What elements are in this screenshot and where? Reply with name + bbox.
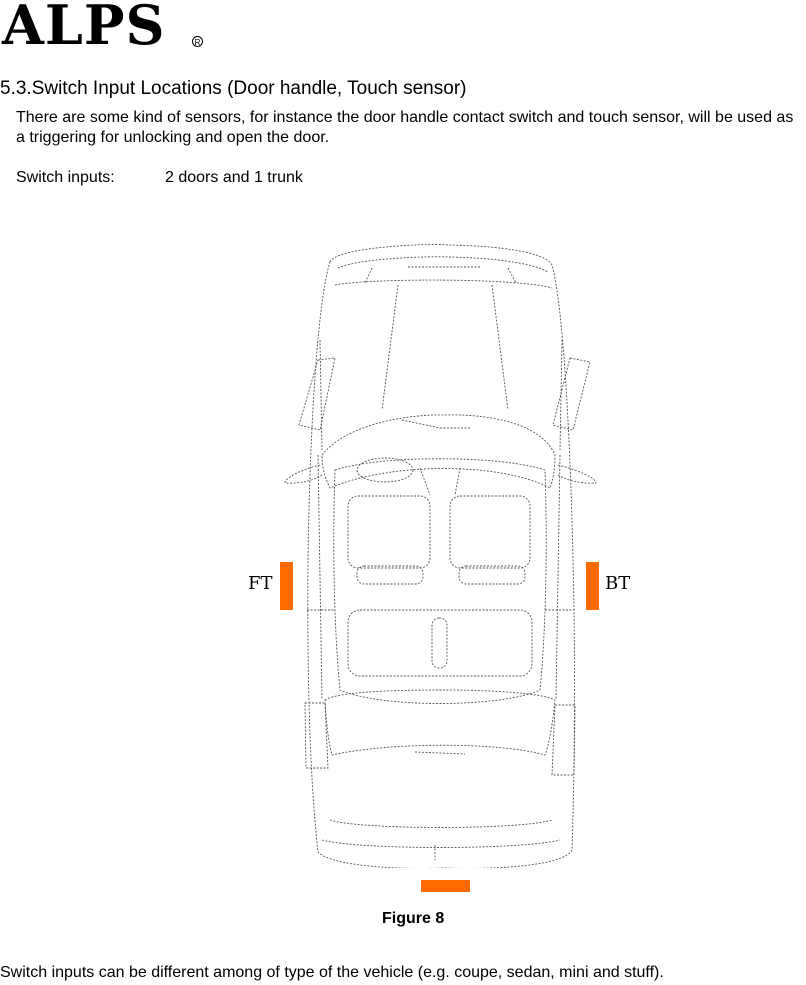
- figure-caption: Figure 8: [382, 910, 445, 927]
- section-heading: 5.3.Switch Input Locations (Door handle, Touch sensor): [0, 78, 467, 99]
- ft-label: FT: [248, 573, 273, 594]
- left-front-seat: [348, 496, 430, 568]
- trunk-switch-marker: [421, 880, 470, 892]
- section-paragraph: There are some kind of sensors, for instance the door handle contact switch and touch sensor, will be used as a triggering for unlocking and open the door.: [16, 109, 794, 146]
- switch-inputs-label: Switch inputs:: [16, 169, 115, 186]
- registered-mark: R: [192, 36, 203, 47]
- windshield: [322, 415, 555, 488]
- right-front-seat: [450, 496, 530, 568]
- logo-text: ALPS: [2, 0, 166, 57]
- rear-window: [325, 690, 555, 755]
- right-front-mirror: [553, 358, 590, 430]
- left-front-mirror: [299, 358, 335, 430]
- rear-seat: [348, 610, 532, 676]
- cabin-outline: [334, 459, 546, 704]
- car-top-view-diagram: [240, 238, 610, 868]
- footer-note: Switch inputs can be different among of type of the vehicle (e.g. coupe, sedan, mini and stuff).: [0, 964, 664, 981]
- switch-inputs-value: 2 doors and 1 trunk: [165, 169, 303, 186]
- bt-label: BT: [605, 573, 631, 594]
- alps-logo: [2, 0, 166, 57]
- ft-switch-marker: [280, 562, 293, 610]
- bt-switch-marker: [586, 562, 599, 610]
